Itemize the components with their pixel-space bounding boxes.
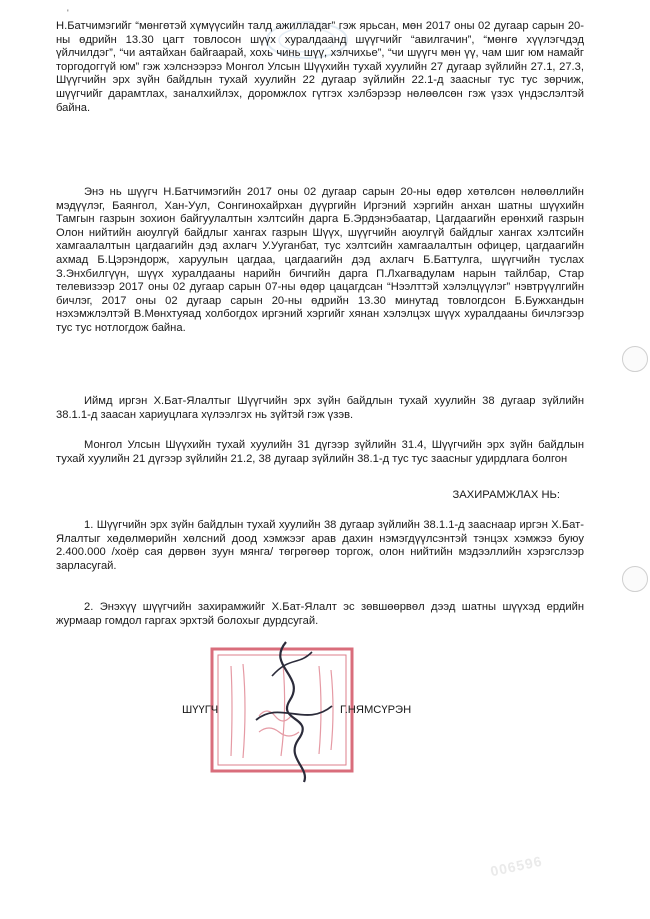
paragraph-3: Иймд иргэн Х.Бат-Ялалтыг Шүүгчийн эрх зүйн байдлын тухай хуулийн 38 дугаар зүйлийн 38.1.1-д заасан хариуцлага хүлээлгэх нь зүйтэй гэж үзэв. xyxy=(56,395,584,421)
handwritten-signature xyxy=(246,636,342,786)
page-serial-watermark: 006596 xyxy=(488,852,544,880)
punch-hole xyxy=(622,346,648,372)
order-item-2: 2. Энэхүү шүүгчийн захирамжийг Х.Бат-Ялалт эс зөвшөөрвөл дээд шатны шүүхэд ердийн журмаар гомдол гаргах эрхтэй болохыг дурдсугай. xyxy=(56,601,584,627)
paragraph-2: Энэ нь шүүгч Н.Батчимэгийн 2017 оны 02 дугаар сарын 20-ны өдөр хөтөлсөн нөлөөллийн мэдүүлэг, Баянгол, Хан-Уул, Сонгинохайрхан дүүргийн Иргэний хэргийн анхан шатны шүүхийн Тамгын газрын зохион байгуулалтын хэлтсийн дарга Б.Эрдэнэбаатар, Цагдаагийн ерөнхий газрын Олон нийтийн аюулгүй байдлыг хангах газрын Шүүх, шүүгчийн аюулгүй байдлыг хангах хэлтсийн хамгаалалтын цагдаагийн дэд ахлагч У.Ууганбат, тус хэлтсийн хамгаалалтын офицер, цагдаагийн ахмад Б.Цэрэндорж, харуулын цагдаа, цагдаагийн дэд ахлагч Б.Баттулга, шүүгчийн туслах З.Энхбилгүүн, шүүх хуралдааны нарийн бичгийн дарга П.Лхагвадулам нарын тайлбар, Стар телевизээр 2017 оны 02 дугаар сарын 07-ны өдөр цацагдсан “Нээлттэй хэлэлцүүлэг” нэвтрүүлгийн бичлэг, 2017 оны 02 дугаар сарын 20-ны өдрийн 13.30 минутад товлогдсон Б.Бужхандын нэхэмжлэлтэй В.Мөнхтуяад холбогдох иргэний хэргийг хянан хэлэлцэх шүүх хуралдааны бичлэгээр тус тус нотлогдож байна. xyxy=(56,186,584,334)
signature-title: ШҮҮГЧ xyxy=(182,704,219,716)
paragraph-1: Н.Батчимэгийг “мөнгөтэй хүмүүсийн талд ажилладаг” гэж ярьсан, мөн 2017 оны 02 дугаар сарын 20-ны өдрийн 13.30 цагт товлосон шүүх хуралдаанд шүүгчийг “авилгачин”, “мөнгө хүүлэгчдэд үйлчилдэг”, “чи аятайхан байгаарай, хохь чинь шүү, хэлчихье”, “чи шүүгч мөн үү, чам шиг юм намайг торгодоггүй юм” гэж хэлснээрээ Монгол Улсын Шүүхийн тухай хуулийн 27 дугаар зүйлийн 27.1, 27.3, Шүүгчийн эрх зүйн байдлын тухай хуулийн 22 дугаар зүйлийн 22.1-д заасныг тус тус зөрчиж, шүүгчийг дарамтлах, заналхийлэх, доромжлох гүтгэх хэлбэрээр нөлөөлсөн гэж үзэх үндэслэлтэй байна. xyxy=(56,20,584,114)
order-item-1: 1. Шүүгчийн эрх зүйн байдлын тухай хуулийн 38 дугаар зүйлийн 38.1.1-д зааснаар иргэн Х.Бат-Ялалтыг хөдөлмөрийн хөлсний доод хэмжээг арав дахин нэмэгдүүлсэнтэй тэнцэх хэмжээ буюу 2.400.000 /хоёр сая дөрвөн зуун мянга/ төгрөгөөр торгож, олон нийтийн мэдээллийн хэрэгслээр зарласугай. xyxy=(56,519,584,572)
signature-name: Г.НЯМСҮРЭН xyxy=(340,704,412,716)
paragraph-4: Монгол Улсын Шүүхийн тухай хуулийн 31 дүгээр зүйлийн 31.4, Шүүгчийн эрх зүйн байдлын тухай хуулийн 21 дүгээр зүйлийн 21.2, 38 дугаар зүйлийн 38.1-д тус тус заасныг удирдлага болгон xyxy=(56,439,584,465)
order-heading: ЗАХИРАМЖЛАХ НЬ: xyxy=(452,489,560,501)
scan-mark: ' xyxy=(67,8,69,18)
punch-hole xyxy=(622,566,648,592)
